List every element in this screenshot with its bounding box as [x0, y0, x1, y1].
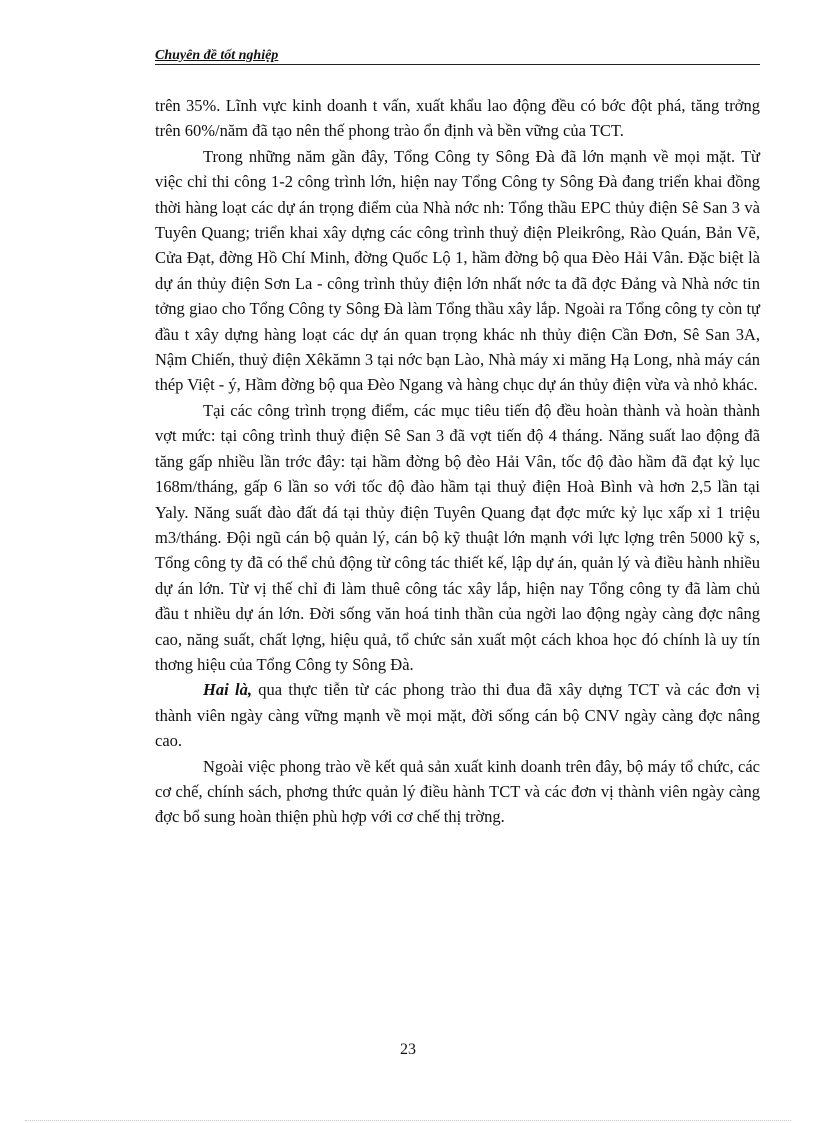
page-number: 23	[400, 1041, 416, 1058]
header-rule	[155, 64, 760, 65]
body-text	[155, 93, 760, 830]
paragraph-5: Ngoài việc phong trào về kết quả sản xuất kinh doanh trên đây, bộ máy tổ chức, các cơ chế, chính sách, phơng thức quản lý điều hành TCT và các đơn vị thành viên ngày càng đợc bổ sung hoàn thiện phù hợp với cơ chế thị trờng.	[155, 756, 760, 827]
paragraph-3: Tại các công trình trọng điểm, các mục tiêu tiến độ đều hoàn thành và hoàn thành vợt mức: tại công trình thuỷ điện Sê San 3 đã vợt tiến độ 4 tháng. Năng suất lao động đã tăng gấp nhiều lần trớc đây: tại hầm đờng bộ đèo Hải Vân, tốc độ đào hầm đã đạt kỷ lục 168m/tháng, gấp 6 lần so với tốc độ đào hầm tại thuỷ điện Hoà Bình và hơn 2,5 lần tại Yaly. Năng suất đào đất đá tại thủy điện Tuyên Quang đạt đợc mức kỷ lục xấp xỉ 1 triệu m3/tháng. Đội ngũ cán bộ quản lý, cán bộ kỹ thuật lớn mạnh với lực lợng trên 5000 kỹ s, Tổng công ty đã có thể chủ động từ công tác thiết kế, lập dự án, quản lý và điều hành nhiều dự án lớn. Từ vị thế chỉ đi làm thuê công tác xây lắp, hiện nay Tổng công ty đã làm chủ đầu t nhiều dự án lớn. Đời sống văn hoá tinh thần của ngời lao động ngày càng đợc nâng cao, năng suất, chất lợng, hiệu quả, tổ chức sản xuất một cách khoa học đó chính là uy tín thơng hiệu của Tổng Công ty Sông Đà.	[155, 400, 760, 674]
header-title: Chuyên đề tốt nghiệp	[155, 48, 279, 63]
paragraph-4-text: qua thực tiễn từ các phong trào thi đua đã xây dựng TCT và các đơn vị thành viên ngày càng vững mạnh về mọi mặt, đời sống cán bộ CNV ngày càng đợc nâng cao.	[155, 680, 760, 751]
paragraph-1: trên 35%. Lĩnh vực kinh doanh t vấn, xuất khẩu lao động đều có bớc đột phá, tăng trởng trên 60%/năm đã tạo nên thế phong trào ổn định và bền vững của TCT.	[155, 96, 760, 141]
paragraph-4-lead: Hai là,	[203, 680, 252, 700]
paragraph-4	[155, 677, 760, 753]
paragraph-2: Trong những năm gần đây, Tổng Công ty Sông Đà đã lớn mạnh về mọi mặt. Từ việc chỉ thi công 1-2 công trình lớn, hiện nay Tổng Công ty Sông Đà đang triển khai đồng thời hàng loạt các dự án trọng điểm của Nhà nớc nh: Tổng thầu EPC thủy điện Sê San 3 và Tuyên Quang; triển khai xây dựng các công trình thuỷ điện Pleikrông, Rào Quán, Bản Vẽ, Cửa Đạt, đờng Hồ Chí Minh, đờng Quốc Lộ 1, hầm đờng bộ qua Đèo Hải Vân. Đặc biệt là dự án thủy điện Sơn La - công trình thủy điện lớn nhất nớc ta đã đợc Đảng và Nhà nớc tin tởng giao cho Tổng Công ty Sông Đà làm Tổng thầu xây lắp. Ngoài ra Tổng công ty còn tự đầu t xây dựng hàng loạt các dự án quan trọng khác nh thủy điện Cần Đơn, Sê San 3A, Nậm Chiến, thuỷ điện Xêkămn 3 tại nớc bạn Lào, Nhà máy xi măng Hạ Long, nhà máy cán thép Việt - ý, Hầm đờng bộ qua Đèo Ngang và hàng chục dự án thủy điện vừa và nhỏ khác.	[155, 146, 760, 395]
page-bottom-border	[25, 1120, 791, 1121]
